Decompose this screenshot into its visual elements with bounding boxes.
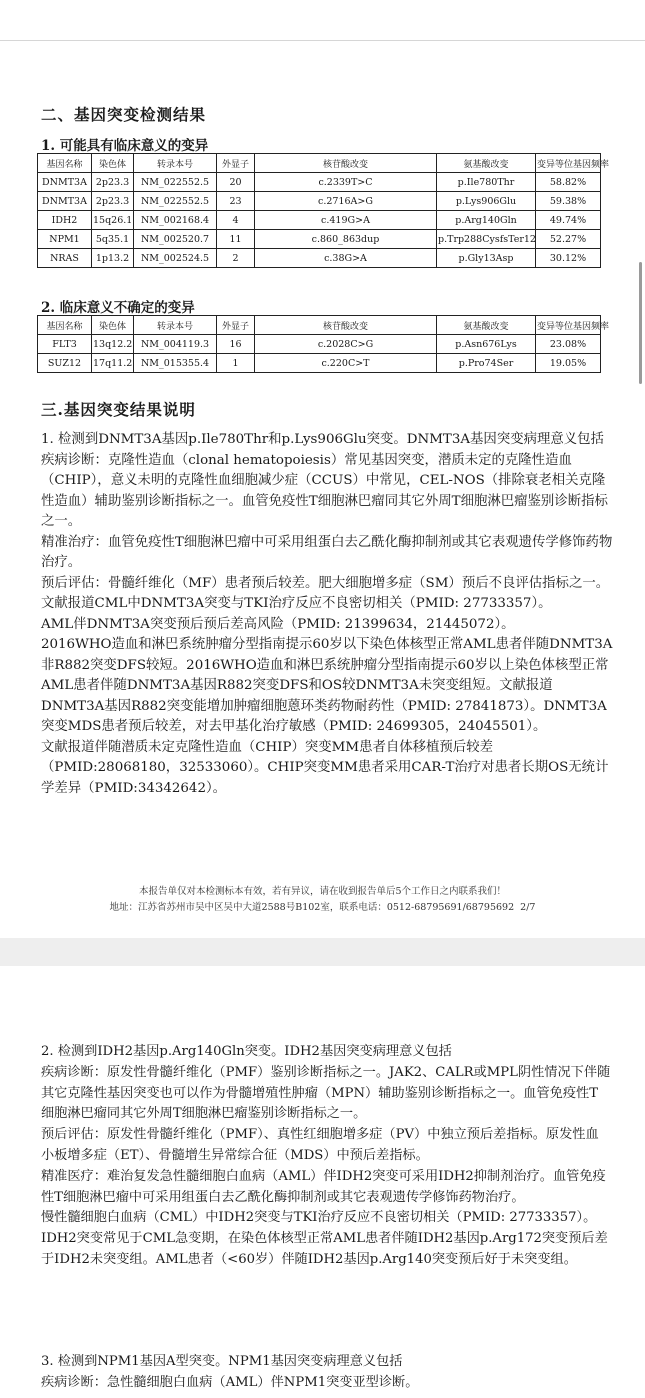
table-cell: p.Gly13Asp (437, 249, 536, 268)
table-cell: NM_002520.7 (134, 230, 217, 249)
table2-title: 2. 临床意义不确定的变异 (41, 300, 195, 316)
table-header-cell: 核苷酸改变 (255, 316, 437, 335)
table-cell: 20 (217, 173, 255, 192)
table-header-cell: 染色体 (92, 154, 134, 173)
table-cell: 17q11.2 (92, 354, 134, 373)
table-header-cell: 氨基酸改变 (437, 316, 536, 335)
finding-npm1-heading: 3. 检测到NPM1基因A型突变。NPM1基因突变病理意义包括 (41, 1354, 403, 1369)
table-cell: 15q26.1 (92, 211, 134, 230)
precision-treatment-text: 精准治疗：血管免疫性T细胞淋巴瘤中可采用组蛋白去乙酰化酶抑制剂或其它表观遗传学修饰药物治疗。 (41, 534, 613, 570)
table-cell: NM_004119.3 (134, 335, 217, 354)
table-cell: DNMT3A (38, 173, 92, 192)
table-cell: 11 (217, 230, 255, 249)
variant-row (38, 192, 601, 211)
table-cell: 2 (217, 249, 255, 268)
variant-row (38, 354, 601, 373)
table1-title: 1. 可能具有临床意义的变异 (41, 138, 209, 154)
table-cell: 5q35.1 (92, 230, 134, 249)
table-cell: c.2028C>G (255, 335, 437, 354)
table-cell: 23 (217, 192, 255, 211)
table-cell: NM_002168.4 (134, 211, 217, 230)
idh2-prognosis-text: 预后评估：原发性骨髓纤维化（PMF）、真性红细胞增多症（PV）中独立预后差指标。原发性血小板增多症（ET）、骨髓增生异常综合征（MDS）中预后差指标。 (41, 1127, 599, 1163)
variant-row (38, 211, 601, 230)
table-header-cell: 变异等位基因频率 (536, 154, 601, 173)
variant-row (38, 173, 601, 192)
table-cell: c.2716A>G (255, 192, 437, 211)
idh2-diagnosis-text: 疾病诊断：原发性骨髓纤维化（PMF）鉴别诊断指标之一。JAK2、CALR或MPL阴性情况下伴随其它克隆性基因突变也可以作为骨髓增殖性肿瘤（MPN）辅助鉴别诊断指标之一。血管免疫性T细胞淋巴瘤同其它外周T细胞淋巴瘤鉴别诊断指标之一。 (41, 1064, 611, 1122)
footer-address-line (0, 899, 645, 916)
variant-row (38, 249, 601, 268)
table-cell: SUZ12 (38, 354, 92, 373)
variant-row (38, 230, 601, 249)
idh2-cml-text: 慢性髓细胞白血病（CML）中IDH2突变与TKI治疗反应不良密切相关（PMID: 27733357）。IDH2突变常见于CML急变期，在染色体核型正常AML患者伴随IDH2基因p.Arg172突变预后差于IDH2未突变组。AML患者（<60岁）伴随IDH2基因p.Arg140突变预后好于未突变组。 (41, 1210, 608, 1267)
section-2-title: 二、基因突变检测结果 (41, 105, 207, 124)
table-cell: NRAS (38, 249, 92, 268)
literature-cml-text: 文献报道CML中DNMT3A突变与TKI治疗反应不良密切相关（PMID: 27733357）。 (41, 596, 552, 611)
table-header-cell: 基因名称 (38, 316, 92, 335)
prognosis-text: 预后评估：骨髓纤维化（MF）患者预后较差。肥大细胞增多症（SM）预后不良评估指标之一。 (41, 575, 610, 591)
page-top-divider (0, 40, 645, 41)
table-cell: NM_022552.5 (134, 192, 217, 211)
table-cell: IDH2 (38, 211, 92, 230)
table-cell: DNMT3A (38, 192, 92, 211)
table-cell: 1p13.2 (92, 249, 134, 268)
section-3-title: 三.基因突变结果说明 (41, 400, 196, 419)
table-cell: 52.27% (536, 230, 601, 249)
npm1-diagnosis-text: 疾病诊断：急性髓细胞白血病（AML）伴NPM1突变亚型诊断。 (41, 1374, 419, 1390)
table-cell: 1 (217, 354, 255, 373)
literature-aml-text: AML伴DNMT3A突变预后预后差高风险（PMID: 21399634，21445072）。 (41, 616, 515, 632)
idh2-precision-text: 精准医疗：难治复发急性髓细胞白血病（AML）伴IDH2突变可采用IDH2抑制剂治疗。血管免疫性T细胞淋巴瘤中可采用组蛋白去乙酰化酶抑制剂或其它表观遗传学修饰药物治疗。 (41, 1168, 606, 1205)
table-cell: 23.08% (536, 335, 601, 354)
table-cell: NM_015355.4 (134, 354, 217, 373)
table-cell: NM_022552.5 (134, 173, 217, 192)
table-cell: p.Arg140Gln (437, 211, 536, 230)
footer-disclaimer: 本报告单仅对本检测标本有效，若有异议，请在收到报告单后5个工作日之内联系我们！ (138, 886, 507, 897)
npm1-section (41, 1352, 611, 1394)
table-header-cell: 变异等位基因频率 (536, 316, 601, 335)
table-cell: 13q12.2 (92, 335, 134, 354)
table-cell: 4 (217, 211, 255, 230)
table-header-row (38, 316, 601, 335)
table-cell: 49.74% (536, 211, 601, 230)
table-header-cell: 转录本号 (134, 154, 217, 173)
table-header-cell: 基因名称 (38, 154, 92, 173)
scrollbar-thumb[interactable] (639, 262, 642, 384)
table-cell: c.220C>T (255, 354, 437, 373)
table-cell: 16 (217, 335, 255, 354)
who-guideline-text: 2016WHO造血和淋巴系统肿瘤分型指南提示60岁以下染色体核型正常AML患者伴随DNMT3A非R882突变DFS较短。2016WHO造血和淋巴系统肿瘤分型指南提示60岁以上染色体核型正常AML患者伴随DNMT3A基因R882突变DFS和OS较DNMT3A未突变组短。文献报道DNMT3A基因R882突变能增加肿瘤细胞蒽环类药物耐药性（PMID: 27841873）。DNMT3A突变MDS患者预后较差，对去甲基化治疗敏感（PMID: 24699305，24045501）。 (41, 637, 613, 734)
idh2-section (41, 1042, 611, 1271)
table-cell: p.Trp288CysfsTer12 (437, 230, 536, 249)
table-cell: 30.12% (536, 249, 601, 268)
table-cell: p.Ile780Thr (437, 173, 536, 192)
table-header-cell: 转录本号 (134, 316, 217, 335)
finding-idh2-heading: 2. 检测到IDH2基因p.Arg140Gln突变。IDH2基因突变病理意义包括 (41, 1044, 452, 1059)
table-header-cell: 染色体 (92, 316, 134, 335)
finding-dnmt3a-heading: 1. 检测到DNMT3A基因p.Ile780Thr和p.Lys906Glu突变。DNMT3A基因突变病理意义包括 (41, 432, 604, 447)
literature-chip-text: 文献报道伴随潜质未定克隆性造血（CHIP）突变MM患者自体移植预后较差（PMID:28068180，32533060）。CHIP突变MM患者采用CAR-T治疗对患者长期OS无统计学差异（PMID:34342642）。 (41, 739, 609, 796)
table-cell: c.38G>A (255, 249, 437, 268)
table-header-cell: 外显子 (217, 316, 255, 335)
table-cell: c.860_863dup (255, 230, 437, 249)
table-cell: 2p23.3 (92, 173, 134, 192)
footer-address: 地址：江苏省苏州市吴中区吴中大道2588号B102室，联系电话：0512-68795691/68795692 (109, 902, 515, 913)
table-header-row (38, 154, 601, 173)
uncertain-variants-table (37, 315, 610, 373)
table-cell: 58.82% (536, 173, 601, 192)
table-cell: p.Lys906Glu (437, 192, 536, 211)
variant-row (38, 335, 601, 354)
table-cell: 59.38% (536, 192, 601, 211)
table-header-cell: 氨基酸改变 (437, 154, 536, 173)
table-cell: c.2339T>C (255, 173, 437, 192)
table-header-cell: 外显子 (217, 154, 255, 173)
table-header-cell: 核苷酸改变 (255, 154, 437, 173)
page-number: 2/7 (520, 902, 536, 913)
report-page-3 (0, 966, 645, 1398)
table-cell: 19.05% (536, 354, 601, 373)
table-cell: c.419G>A (255, 211, 437, 230)
table-cell: 2p23.3 (92, 192, 134, 211)
disease-diagnosis-text: 疾病诊断：克隆性造血（clonal hematopoiesis）常见基因突变，潜质未定的克隆性造血（CHIP），意义未明的克隆性血细胞减少症（CCUS）中常见，CEL-NOS（排除衰老相关克隆性造血）辅助鉴别诊断指标之一。血管免疫性T细胞淋巴瘤同其它外周T细胞淋巴瘤鉴别诊断指标之一。 (41, 452, 608, 529)
table-cell: p.Asn676Lys (437, 335, 536, 354)
table-cell: NM_002524.5 (134, 249, 217, 268)
table-cell: FLT3 (38, 335, 92, 354)
table-cell: p.Pro74Ser (437, 354, 536, 373)
table-cell: NPM1 (38, 230, 92, 249)
section-3-body (41, 430, 613, 799)
clinical-variants-table (37, 153, 610, 268)
